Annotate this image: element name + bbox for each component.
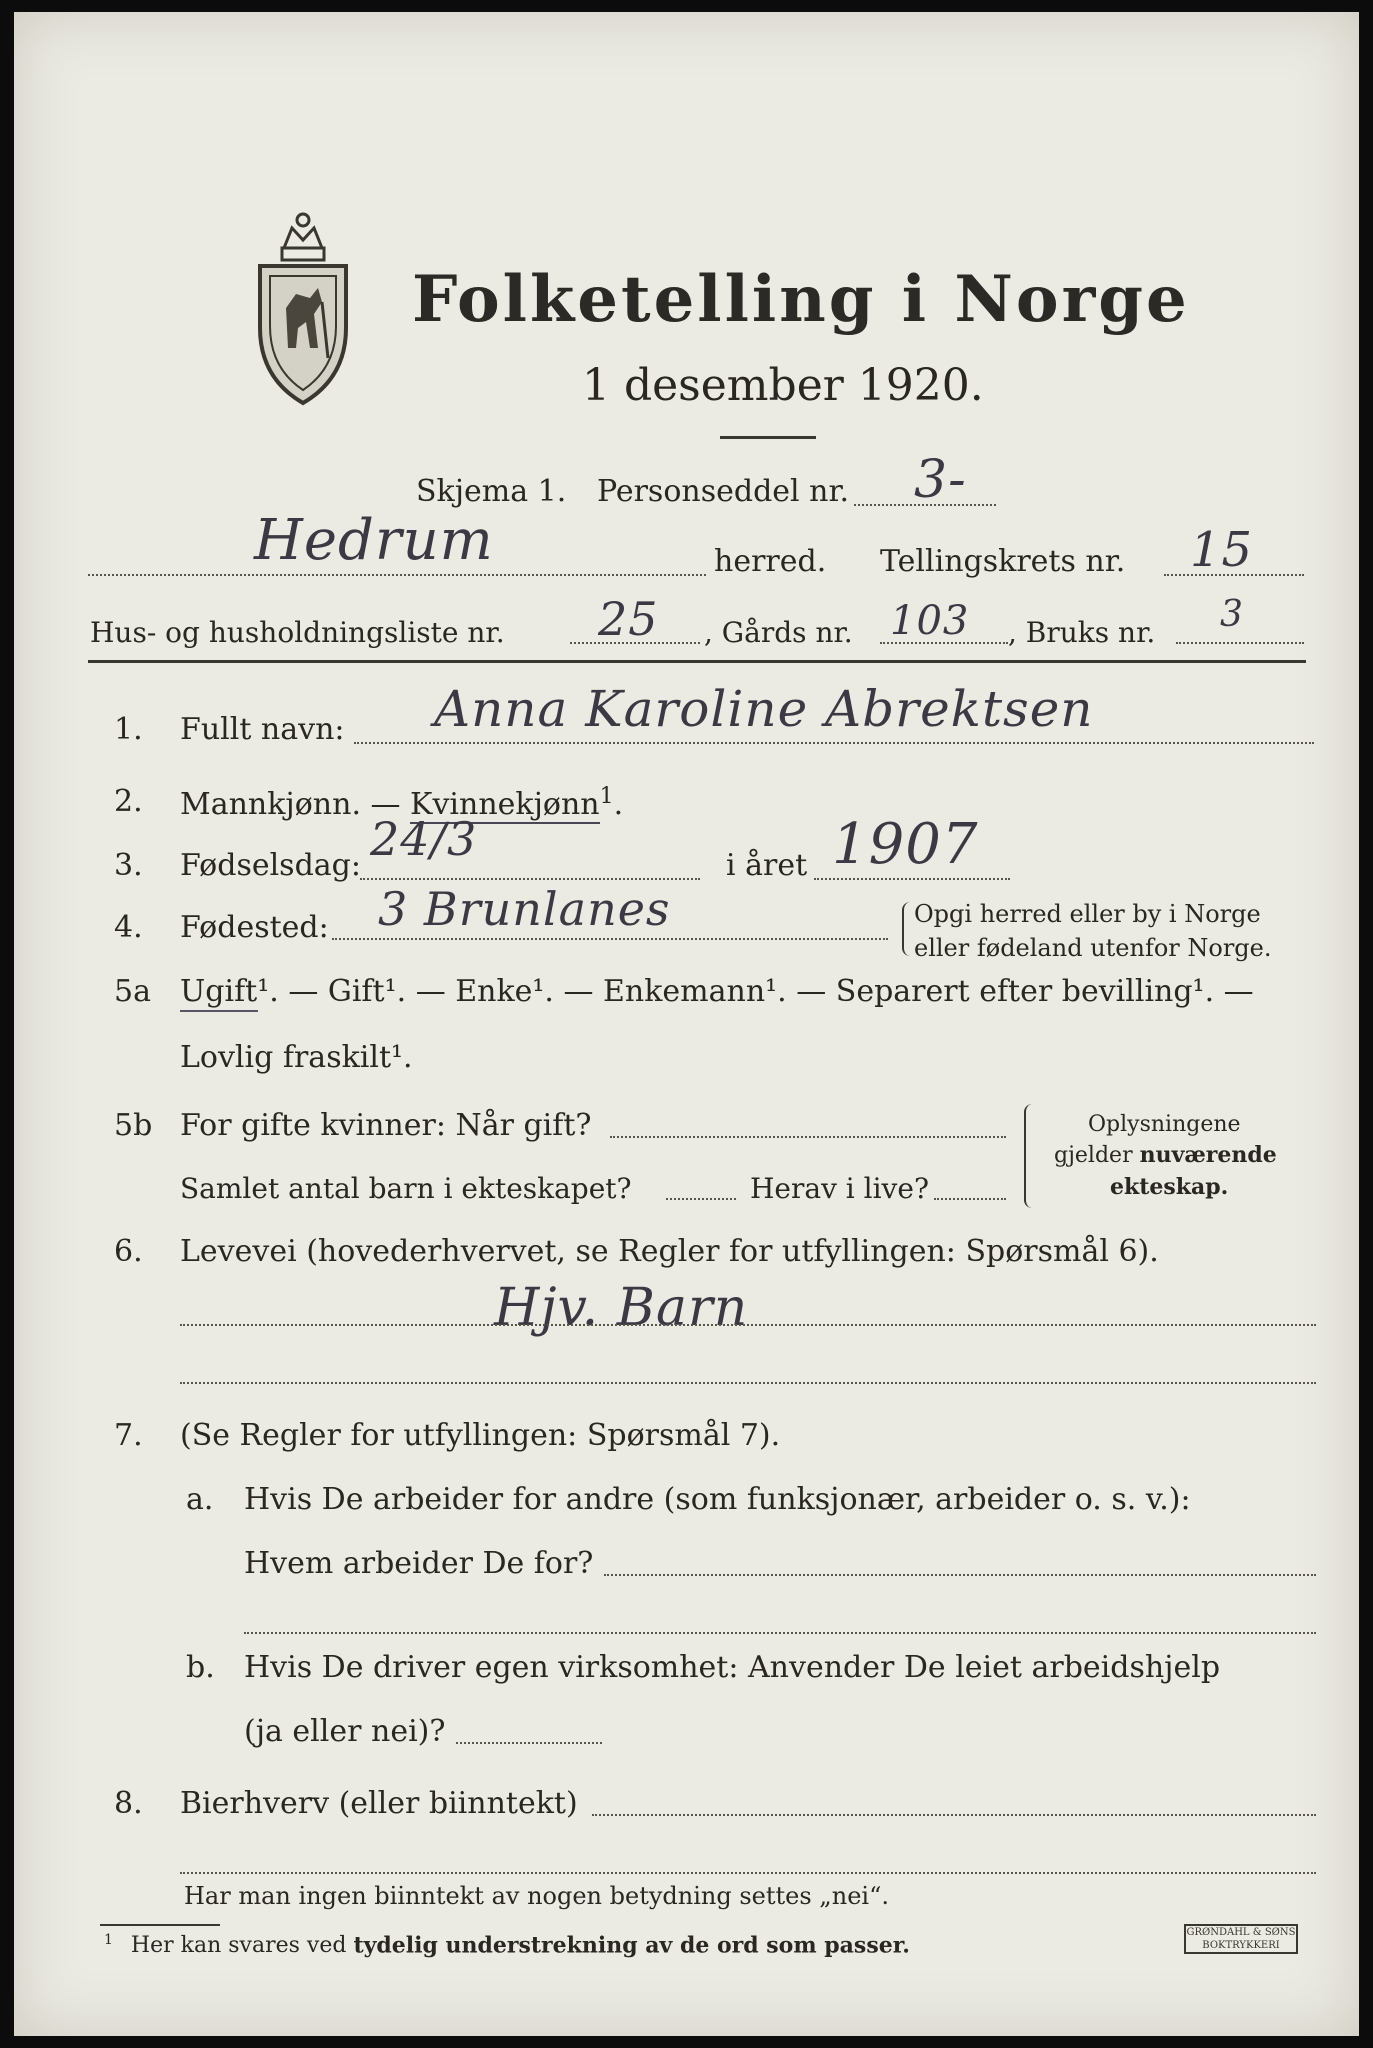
q7b-question: (ja eller nei)? bbox=[244, 1714, 446, 1749]
tellingskrets-label: Tellingskrets nr. bbox=[880, 544, 1126, 579]
q1-label: Fullt navn: bbox=[180, 712, 345, 747]
q7a-text: Hvis De arbeider for andre (som funksjonær, arbeider o. s. v.): bbox=[244, 1482, 1191, 1517]
q5b-children-line bbox=[666, 1198, 736, 1200]
herred-line bbox=[88, 574, 706, 576]
footnote-divider bbox=[100, 1924, 220, 1926]
husholdningsliste-value: 25 bbox=[598, 592, 659, 646]
q4-value: 3 Brunlanes bbox=[378, 882, 671, 936]
q5b-note-line2: gjelder nuværende bbox=[1054, 1142, 1277, 1168]
q5b-number: 5b bbox=[114, 1108, 153, 1143]
census-date: 1 desember 1920. bbox=[582, 360, 984, 411]
q4-label: Fødested: bbox=[180, 910, 329, 945]
q5a-number: 5a bbox=[114, 974, 151, 1009]
q2-number: 2. bbox=[114, 784, 143, 819]
gards-value: 103 bbox=[890, 598, 970, 644]
q1-value: Anna Karoline Abrektsen bbox=[434, 680, 1094, 738]
q3-year-label: i året bbox=[726, 848, 808, 883]
q4-note-line1: Opgi herred eller by i Norge bbox=[914, 900, 1261, 928]
q3-label: Fødselsdag: bbox=[180, 848, 361, 883]
bruks-value: 3 bbox=[1220, 594, 1244, 635]
q7-label: (Se Regler for utfyllingen: Spørsmål 7). bbox=[180, 1418, 781, 1453]
q6-line2 bbox=[180, 1382, 1316, 1384]
q7a-line2 bbox=[244, 1632, 1316, 1634]
q6-line1 bbox=[180, 1324, 1316, 1326]
q5b-alive-label: Herav i live? bbox=[750, 1172, 929, 1205]
q8-number: 8. bbox=[114, 1786, 143, 1821]
q5b-children-label: Samlet antal barn i ekteskapet? bbox=[180, 1172, 632, 1205]
q4-line bbox=[332, 938, 888, 940]
tellingskrets-value: 15 bbox=[1190, 522, 1254, 578]
header-divider bbox=[88, 660, 1306, 663]
q5a-options-line2: Lovlig fraskilt¹. bbox=[180, 1040, 413, 1075]
herred-value: Hedrum bbox=[254, 508, 494, 573]
title-divider bbox=[720, 436, 816, 439]
q3-number: 3. bbox=[114, 848, 143, 883]
q3-year-line bbox=[814, 878, 1010, 880]
personseddel-value: 3- bbox=[914, 450, 967, 510]
form-title: Folketelling i Norge bbox=[412, 262, 1190, 337]
q4-brace bbox=[902, 902, 910, 956]
q7b-number: b. bbox=[186, 1650, 215, 1685]
q2-option-female: Kvinnekjønn bbox=[410, 787, 600, 822]
q5b-note-line1: Oplysningene bbox=[1088, 1112, 1241, 1137]
q5b-note-line3: ekteskap. bbox=[1110, 1174, 1229, 1200]
bruks-label: , Bruks nr. bbox=[1008, 616, 1156, 649]
q5a-options: Ugift¹. — Gift¹. — Enke¹. — Enkemann¹. — Separert efter bevilling¹. — bbox=[180, 974, 1254, 1009]
q6-value: Hjv. Barn bbox=[494, 1278, 749, 1338]
q2-options: Mannkjønn. — Kvinnekjønn$^1$. bbox=[180, 784, 624, 822]
q6-number: 6. bbox=[114, 1234, 143, 1269]
q8-label: Bierhverv (eller biinntekt) bbox=[180, 1786, 578, 1821]
q4-note-line2: eller fødeland utenfor Norge. bbox=[914, 934, 1272, 962]
q5b-married-line bbox=[610, 1136, 1006, 1138]
q7b-line bbox=[456, 1742, 602, 1744]
q6-label: Levevei (hovederhvervet, se Regler for utfyllingen: Spørsmål 6). bbox=[180, 1234, 1159, 1269]
q3-day-value: 24/3 bbox=[370, 812, 478, 866]
q3-year-value: 1907 bbox=[832, 812, 979, 877]
q8-line1 bbox=[592, 1814, 1316, 1816]
q1-line bbox=[354, 742, 1314, 744]
husholdningsliste-label: Hus- og husholdningsliste nr. bbox=[90, 616, 505, 649]
q5b-brace bbox=[1024, 1104, 1034, 1208]
q7a-question: Hvem arbeider De for? bbox=[244, 1546, 594, 1581]
gards-label: , Gårds nr. bbox=[704, 616, 853, 649]
q5a-ugift-underline bbox=[180, 1010, 258, 1012]
q7b-text: Hvis De driver egen virksomhet: Anvender De leiet arbeidshjelp bbox=[244, 1650, 1221, 1685]
q1-number: 1. bbox=[114, 712, 143, 747]
herred-label: herred. bbox=[714, 544, 827, 579]
q7-number: 7. bbox=[114, 1418, 143, 1453]
q3-day-line bbox=[360, 878, 700, 880]
census-form-page bbox=[14, 12, 1359, 2036]
bruks-line bbox=[1176, 642, 1304, 644]
personseddel-label: Personseddel nr. bbox=[597, 474, 850, 509]
q8-line2 bbox=[180, 1872, 1316, 1874]
biinntekt-note: Har man ingen biinntekt av nogen betydning settes „nei“. bbox=[184, 1882, 889, 1910]
q4-number: 4. bbox=[114, 910, 143, 945]
q5b-alive-line bbox=[934, 1198, 1006, 1200]
q5b-married-label: For gifte kvinner: Når gift? bbox=[180, 1108, 592, 1143]
q2-option-male: Mannkjønn bbox=[180, 787, 352, 822]
schema-label: Skjema 1. bbox=[416, 474, 567, 509]
footnote: $^1$ Her kan svares ved tydelig understrekning av de ord som passer. bbox=[104, 1932, 910, 1959]
q7a-number: a. bbox=[186, 1482, 214, 1517]
q7a-line1 bbox=[604, 1574, 1316, 1576]
coat-of-arms-icon bbox=[248, 198, 358, 408]
printer-stamp: GRØNDAHL & SØNS BOKTRYKKERI bbox=[1184, 1924, 1298, 1954]
